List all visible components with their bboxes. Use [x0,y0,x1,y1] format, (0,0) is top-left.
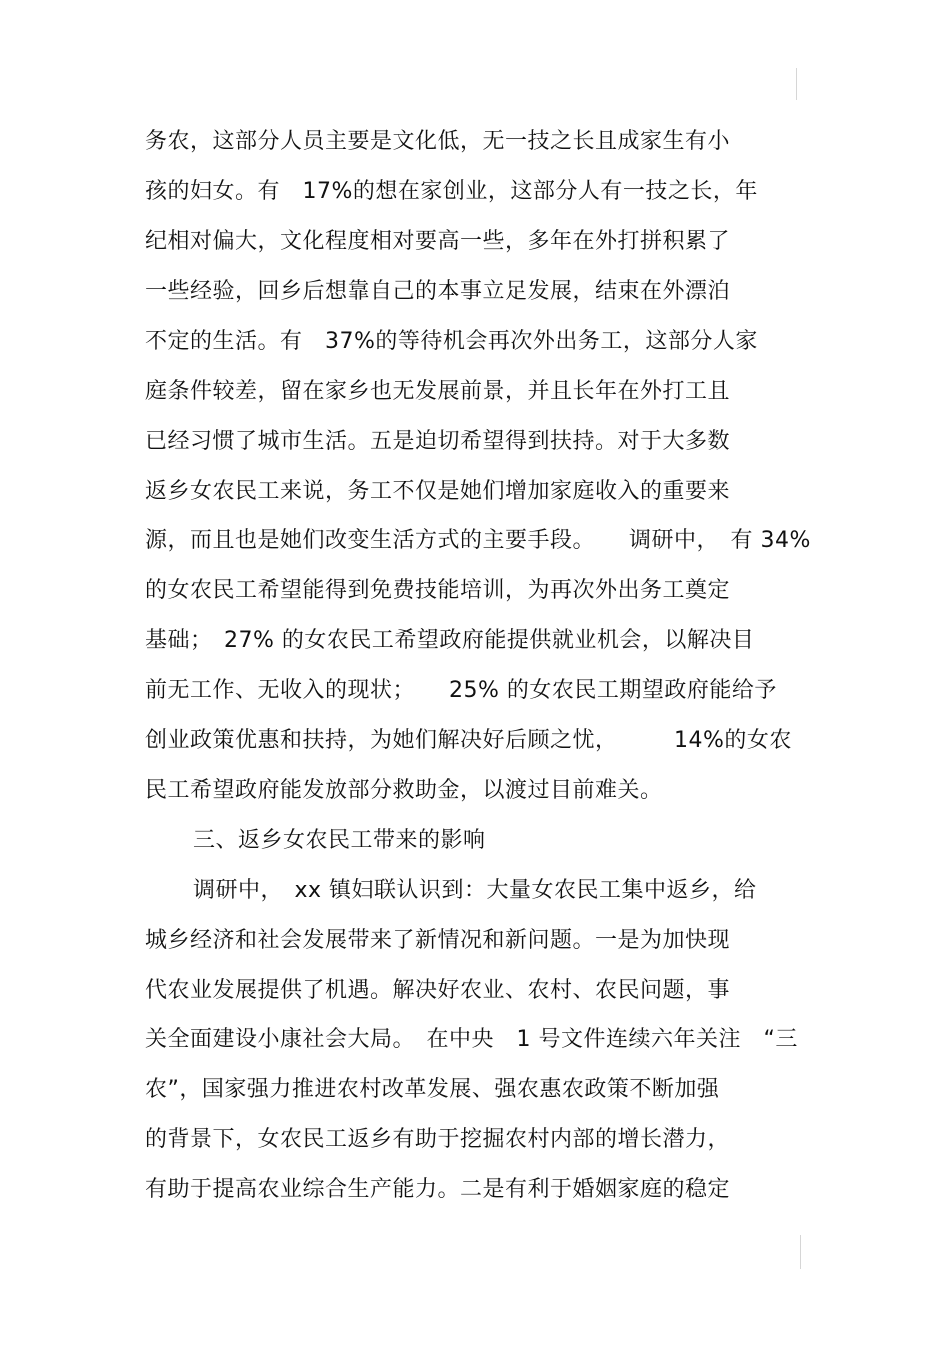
text-line: 一些经验，回乡后想靠自己的本事立足发展，结束在外漂泊 [145,279,731,304]
text-line: 已经习惯了城市生活。五是迫切希望得到扶持。对于大多数 [145,429,731,454]
text-line: 不定的生活。有 37%的等待机会再次外出务工，这部分人家 [145,329,758,354]
text-line: 城乡经济和社会发展带来了新情况和新问题。一是为加快现 [145,928,731,953]
text-line: 有助于提高农业综合生产能力。二是有利于婚姻家庭的稳定 [145,1177,731,1202]
text-line: 源，而且也是她们改变生活方式的主要手段。 调研中， 有 34% [145,528,811,553]
text-line: 孩的妇女。有 17%的想在家创业，这部分人有一技之长，年 [145,179,758,204]
section-heading: 三、返乡女农民工带来的影响 [193,828,486,853]
text-line: 农”，国家强力推进农村改革发展、强农惠农政策不断加强 [145,1077,720,1102]
text-line: 返乡女农民工来说，务工不仅是她们增加家庭收入的重要来 [145,479,731,504]
page-edge-mark-top [796,68,797,100]
text-line: 务农，这部分人员主要是文化低，无一技之长且成家生有小 [145,129,731,154]
text-line: 纪相对偏大，文化程度相对要高一些，多年在外打拼积累了 [145,229,731,254]
text-line: 代农业发展提供了机遇。解决好农业、农村、农民问题，事 [145,978,731,1003]
paragraph-first-line: 调研中， xx 镇妇联认识到：大量女农民工集中返乡，给 [193,878,757,903]
page-edge-mark-bottom [800,1235,801,1269]
text-line: 基础； 27% 的女农民工希望政府能提供就业机会，以解决目 [145,628,755,653]
text-line: 前无工作、无收入的现状； 25% 的女农民工期望政府能给予 [145,678,777,703]
text-line: 庭条件较差，留在家乡也无发展前景，并且长年在外打工且 [145,379,731,404]
text-line: 创业政策优惠和扶持，为她们解决好后顾之忧， 14%的女农 [145,728,792,753]
text-line: 民工希望政府能发放部分救助金，以渡过目前难关。 [145,778,663,803]
text-line: 的女农民工希望能得到免费技能培训，为再次外出务工奠定 [145,578,731,603]
text-line: 的背景下，女农民工返乡有助于挖掘农村内部的增长潜力， [145,1127,731,1152]
text-line: 关全面建设小康社会大局。 在中央 1 号文件连续六年关注 “三 [145,1027,798,1052]
